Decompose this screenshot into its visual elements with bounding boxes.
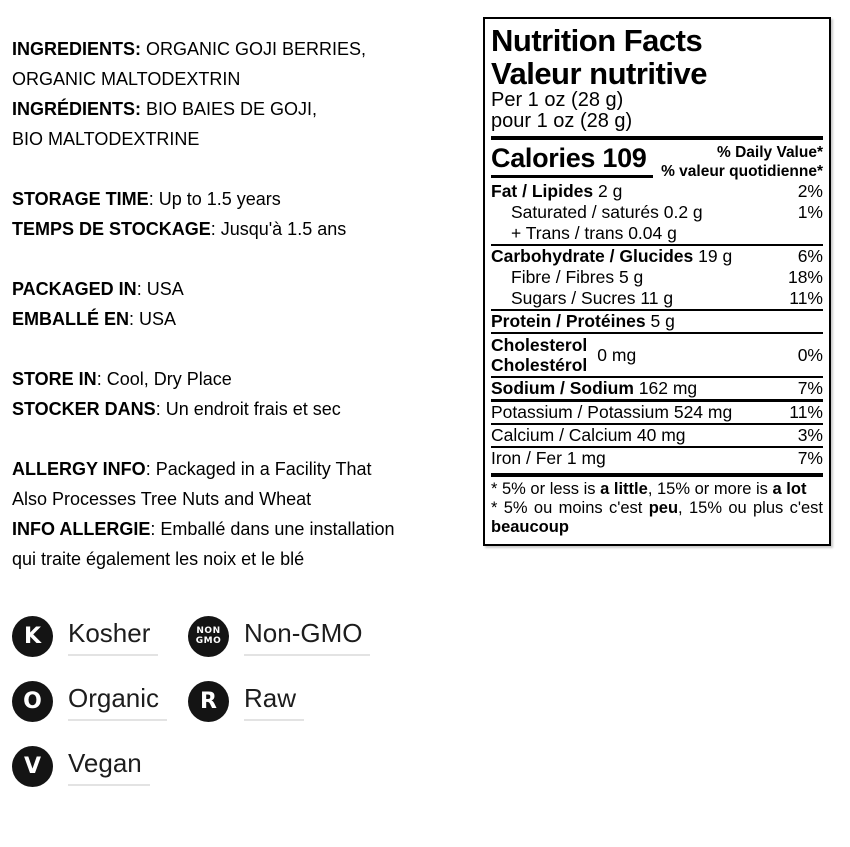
info-label: INFO ALLERGIE [12,519,151,539]
info-text: ORGANIC MALTODEXTRIN [12,69,241,89]
non-gmo-icon-line: GMO [195,635,222,646]
dv-value: 11% [789,288,823,308]
nutrient-amount: 19 g [693,246,733,266]
footnote-text: * 5% or less is [491,480,601,498]
nutrient-name-bold: Sodium / Sodium [491,378,634,398]
info-paragraph-packaged-in [12,274,482,334]
info-paragraph-storage-time [12,184,482,244]
info-text: : Up to 1.5 years [148,189,281,209]
serving-size-fr: pour 1 oz (28 g) [491,110,633,132]
dv-value: 1% [797,202,823,222]
nutrient-row-potassium [491,399,823,423]
nutrient-row-iron [491,446,823,469]
nutrient-name [491,403,732,422]
footnote [491,480,823,537]
info-line [12,124,482,154]
info-label: STORE IN [12,369,97,389]
info-line [12,34,482,64]
info-paragraph-ingredients [12,34,482,154]
info-label: INGREDIENTS: [12,39,142,59]
badge-label-vegan: Vegan [68,747,150,786]
vegan-icon [12,746,53,787]
nutrient-name [491,449,606,468]
badge-label-kosher: Kosher [68,617,158,656]
info-line [12,94,482,124]
nutrient-row-fat [491,181,823,202]
info-text: ORGANIC GOJI BERRIES, [141,39,367,59]
nutrient-name [491,312,675,331]
serving-size-en: Per 1 oz (28 g) [491,89,624,111]
raw-icon-letter: R [200,688,217,714]
footnote-fr-line2 [491,518,823,537]
nutrient-name-bold: Protein / Protéines [491,311,646,331]
info-text: : USA [129,309,177,329]
badge-organic [12,681,188,722]
dv-value: 3% [797,425,823,445]
info-label: PACKAGED IN [12,279,137,299]
nutrient-amount: Sugars / Sucres 11 g [511,288,674,308]
info-line [12,544,482,574]
nutrient-row-saturated [491,202,823,223]
nutrient-name [491,426,686,445]
nutrition-title-fr: Valeur nutritive [491,56,707,91]
badge-label-non-gmo: Non-GMO [244,617,370,656]
nutrient-name-bold: Fat / Lipides [491,181,594,201]
nutrient-amount: 162 mg [633,378,698,398]
nutrient-amount: Fibre / Fibres 5 g [511,267,644,287]
dv-value: 6% [797,246,823,266]
badge-label-raw: Raw [244,682,304,721]
footnote-text: , 15% or more is [647,480,773,498]
info-text: qui traite également les noix et le blé [12,549,305,569]
info-text: : Emballé dans une installation [150,519,395,539]
nutrient-name [491,182,622,201]
dv-value: 0% [797,344,823,365]
badge-non-gmo [188,616,370,657]
nutrient-name [491,224,677,243]
nutrient-row-trans [491,223,823,244]
nutrient-name-bold: Carbohydrate / Glucides [491,246,694,266]
organic-icon-letter: O [23,688,42,714]
nutrient-name [491,289,673,308]
nutrition-title-en: Nutrition Facts [491,23,703,58]
info-line [12,454,482,484]
footnote-bold: beaucoup [491,518,569,536]
nutrient-amount: Saturated / saturés 0.2 g [511,202,703,222]
info-text: : Cool, Dry Place [96,369,232,389]
info-text: : Packaged in a Facility That [145,459,372,479]
footnote-bold: peu [648,499,679,517]
nutrient-amount: 0 mg [597,344,637,365]
info-label: INGRÉDIENTS: [12,99,142,119]
badge-raw [188,681,370,722]
calories [491,143,653,178]
info-line [12,274,482,304]
dv-value: 7% [797,378,823,398]
thick-rule [491,136,823,140]
certification-badges [12,616,370,787]
nutrient-amount: + Trans / trans 0.04 g [511,223,677,243]
nutrient-name [491,203,703,222]
nutrient-name [491,379,697,398]
non-gmo-icon-text [196,627,222,646]
info-label: ALLERGY INFO [12,459,146,479]
nutrient-amount: 5 g [645,311,675,331]
info-line [12,364,482,394]
nutrient-amount: Potassium / Potassium 524 mg [491,402,733,422]
nutrient-row-carbohydrate [491,244,823,267]
vegan-icon-letter: V [23,753,42,779]
info-panel [12,34,482,604]
dv-value: 2% [797,181,823,201]
footnote-text: , 15% ou plus c'est [678,499,824,517]
nutrient-row-fibre [491,267,823,288]
nutrient-row-sugars [491,288,823,309]
kosher-icon-letter: K [23,623,42,649]
daily-value-header-fr: % valeur quotidienne* [661,162,823,180]
calories-block [491,143,823,180]
info-text: Also Processes Tree Nuts and Wheat [12,489,312,509]
calories-underline [491,175,653,178]
info-text: BIO MALTODEXTRINE [12,129,200,149]
info-label: STORAGE TIME [12,189,149,209]
info-label: EMBALLÉ EN [12,309,129,329]
dv-value: 7% [797,448,823,468]
nutrient-row-calcium [491,423,823,446]
footnote-bold: a lot [772,480,807,498]
nutrition-facts-panel [483,17,831,546]
dv-value: 18% [787,267,823,287]
info-text: BIO BAIES DE GOJI, [141,99,318,119]
calories-text: Calories 109 [491,143,647,173]
footnote-en [491,480,823,499]
nutrient-row-sodium [491,376,823,399]
daily-value-header [661,143,823,180]
non-gmo-icon-line: NON [196,626,221,636]
info-line [12,304,482,334]
badge-vegan [12,746,188,787]
nutrient-amount: 2 g [593,181,623,201]
nutrient-amount: Calcium / Calcium 40 mg [491,425,686,445]
info-label: STOCKER DANS [12,399,156,419]
info-line [12,214,482,244]
nutrient-name [491,268,643,287]
dv-value: 11% [789,402,823,422]
info-line [12,514,482,544]
organic-icon [12,681,53,722]
raw-icon [188,681,229,722]
nutrient-name [491,247,732,266]
thick-rule [491,473,823,477]
nutrient-amount: Iron / Fer 1 mg [491,448,606,468]
footnote-fr-line1 [491,499,823,518]
nutrient-name-line: Cholesterol [491,335,588,355]
nutrient-name-line: Cholestérol [491,355,588,375]
info-paragraph-allergy-info [12,454,482,574]
nutrient-row-cholesterol [491,332,823,376]
info-line [12,184,482,214]
info-text: : Un endroit frais et sec [155,399,341,419]
non-gmo-icon [188,616,229,657]
info-line [12,484,482,514]
info-text: : Jusqu'à 1.5 ans [210,219,347,239]
info-paragraph-store-in [12,364,482,424]
info-line [12,394,482,424]
nutrient-name [491,335,587,375]
footnote-text: * 5% ou moins c'est [491,499,649,517]
info-line [12,64,482,94]
daily-value-header-en: % Daily Value* [717,144,823,161]
footnote-bold: a little [600,480,648,498]
badge-label-organic: Organic [68,682,167,721]
nutrient-rows [491,181,823,469]
nutrient-row-protein [491,309,823,332]
info-text: : USA [136,279,184,299]
info-label: TEMPS DE STOCKAGE [12,219,211,239]
kosher-icon [12,616,53,657]
badge-kosher [12,616,188,657]
